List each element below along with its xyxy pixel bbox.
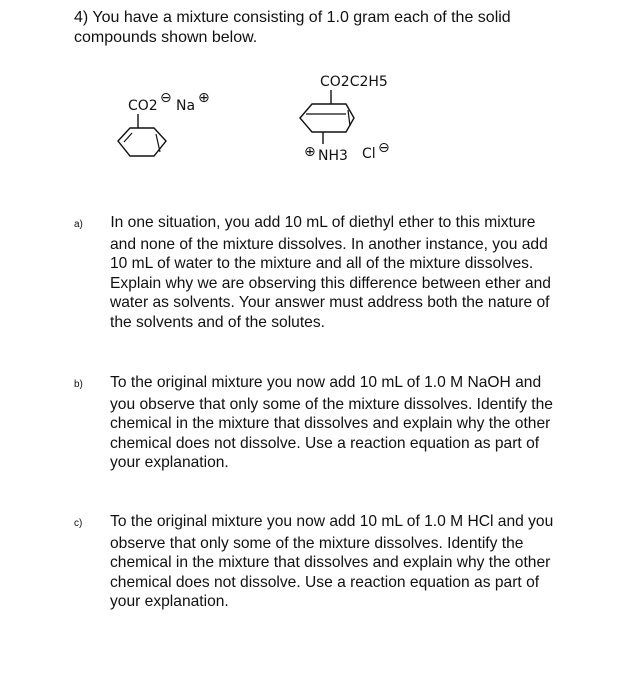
ammonium-label: NH3 — [318, 148, 348, 164]
chloride-label: Cl — [362, 146, 376, 162]
part-text: To the original mixture you now add 10 mL of 1.0 M HCl and you observe that only some of the mixture dissolves. Identify the chemical in the mixture that dissolves and explain why the other chemical does not dissolve. Use a reaction equation as part of your explanation. — [110, 513, 554, 611]
benzene-ring-right — [300, 104, 354, 132]
carboxylate-label: CO2 — [128, 98, 158, 114]
carboxylate-charge: ⊖ — [160, 90, 172, 106]
double-bond-line — [348, 110, 350, 126]
part-letter: c) — [74, 518, 83, 529]
ester-label: CO2C2H5 — [320, 74, 388, 90]
structures-svg — [110, 66, 430, 176]
ammonium-charge: ⊕ — [304, 144, 316, 160]
double-bond-line — [156, 134, 160, 152]
part-letter: b) — [74, 379, 83, 390]
part-text: In one situation, you add 10 mL of diethyl ether to this mixture and none of the mixture dissolves. In another instance, you add 10 mL of water to the mixture and all of the mixture dissolves. Explain why we are observing this difference between ether and water as solvents. Your answer must address both the nature of the solvents and of the solutes. — [110, 214, 551, 331]
part-b — [74, 373, 562, 473]
part-letter: a) — [74, 219, 83, 230]
chloride-charge: ⊖ — [378, 140, 390, 156]
benzene-ring-left — [118, 128, 166, 156]
double-bond-line — [124, 133, 132, 142]
part-text: To the original mixture you now add 10 mL of 1.0 M NaOH and you observe that only some of the mixture dissolves. Identify the chemical in the mixture that dissolves and explain why the other chemical does not dissolve. Use a reaction equation as part of your explanation. — [110, 374, 553, 472]
sodium-charge: ⊕ — [198, 90, 210, 106]
question-header: 4) You have a mixture consisting of 1.0 gram each of the solid compounds shown below. — [74, 9, 511, 46]
sodium-label: Na — [176, 98, 196, 114]
part-c — [74, 512, 562, 612]
sodium-benzoate-structure — [118, 90, 210, 156]
benzocaine-hydrochloride-structure — [300, 74, 390, 164]
compound-structures-figure — [110, 66, 430, 176]
part-a — [74, 213, 562, 333]
